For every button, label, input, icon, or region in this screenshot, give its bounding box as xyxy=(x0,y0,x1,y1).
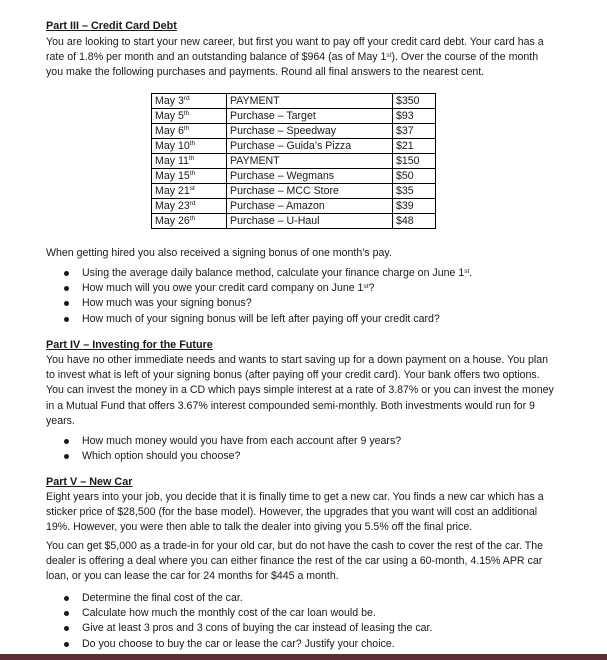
part5-heading: Part V – New Car xyxy=(46,476,133,488)
transaction-description: Purchase – MCC Store xyxy=(227,184,393,199)
transaction-date: May 26th xyxy=(152,214,227,229)
transaction-amount: $50 xyxy=(393,169,436,184)
transaction-date: May 15th xyxy=(152,169,227,184)
list-item: Which option should you choose? xyxy=(60,449,401,464)
page-bottom-border xyxy=(0,654,607,660)
part5-questions xyxy=(60,591,432,652)
transaction-description: Purchase – Speedway xyxy=(227,124,393,139)
transaction-amount: $39 xyxy=(393,199,436,214)
part4-heading: Part IV – Investing for the Future xyxy=(46,339,213,351)
bullet-icon xyxy=(64,642,69,647)
transaction-date: May 21st xyxy=(152,184,227,199)
transaction-description: PAYMENT xyxy=(227,154,393,169)
table-row xyxy=(152,109,436,124)
transaction-description: Purchase – Amazon xyxy=(227,199,393,214)
list-item: Using the average daily balance method, calculate your finance charge on June 1st. xyxy=(60,266,472,281)
transaction-description: Purchase – Guida’s Pizza xyxy=(227,139,393,154)
bullet-icon xyxy=(64,439,69,444)
list-item: Calculate how much the monthly cost of the car loan would be. xyxy=(60,606,432,621)
transaction-amount: $93 xyxy=(393,109,436,124)
table-row xyxy=(152,124,436,139)
part3-questions xyxy=(60,266,472,327)
table-row xyxy=(152,199,436,214)
list-item: How much of your signing bonus will be left after paying off your credit card? xyxy=(60,312,472,327)
transaction-amount: $350 xyxy=(393,94,436,109)
list-item: Give at least 3 pros and 3 cons of buying the car instead of leasing the car. xyxy=(60,621,432,636)
part3-heading: Part III – Credit Card Debt xyxy=(46,20,177,32)
transaction-date: May 3rd xyxy=(152,94,227,109)
bullet-icon xyxy=(64,301,69,306)
transactions-table xyxy=(151,93,436,229)
transaction-date: May 5th xyxy=(152,109,227,124)
transaction-amount: $37 xyxy=(393,124,436,139)
list-item: Determine the final cost of the car. xyxy=(60,591,432,606)
transaction-description: Purchase – Target xyxy=(227,109,393,124)
transaction-amount: $48 xyxy=(393,214,436,229)
transaction-date: May 10th xyxy=(152,139,227,154)
bonus-text: When getting hired you also received a signing bonus of one month’s pay. xyxy=(46,247,392,259)
part5-intro2: You can get $5,000 as a trade-in for your old car, but do not have the cash to cover the rest of the car. The dealer is offering a deal where you can either finance the rest of the car using a 60-month, 4.15% APR car loan, or you can lease the car for 24 months for $445 a month. xyxy=(46,540,544,583)
bullet-icon xyxy=(64,611,69,616)
transaction-description: PAYMENT xyxy=(227,94,393,109)
list-item: How much money would you have from each account after 9 years? xyxy=(60,434,401,449)
part4-intro: You have no other immediate needs and wants to start saving up for a down payment on a house. You plan to invest what is left of your signing bonus (after paying off your credit card). Your bank offers two options. You can invest the money in a CD which pays simple interest at a rate of 3.87% or you can invest the money in a Mutual Fund that offers 3.67% interest compounded semi-monthly. Both investments would run for 9 years. xyxy=(46,354,554,427)
list-item: Do you choose to buy the car or lease the car? Justify your choice. xyxy=(60,637,432,652)
transaction-description: Purchase – U-Haul xyxy=(227,214,393,229)
transaction-description: Purchase – Wegmans xyxy=(227,169,393,184)
list-item: How much was your signing bonus? xyxy=(60,296,472,311)
table-row xyxy=(152,139,436,154)
table-row xyxy=(152,169,436,184)
bullet-icon xyxy=(64,286,69,291)
table-row xyxy=(152,184,436,199)
table-row xyxy=(152,214,436,229)
table-row xyxy=(152,154,436,169)
list-item: How much will you owe your credit card company on June 1st? xyxy=(60,281,472,296)
transaction-date: May 6th xyxy=(152,124,227,139)
transaction-amount: $150 xyxy=(393,154,436,169)
bullet-icon xyxy=(64,596,69,601)
part4-questions xyxy=(60,434,401,464)
part5-intro: Eight years into your job, you decide that it is finally time to get a new car. You finds a new car which has a sticker price of $28,500 (for the base model). However, the upgrades that you want will cost an additional 19%. However, you were then able to talk the dealer into giving you 5.5% off the final price. xyxy=(46,491,544,534)
bullet-icon xyxy=(64,626,69,631)
transaction-date: May 23rd xyxy=(152,199,227,214)
part3-intro: You are looking to start your new career, but first you want to pay off your credit card debt. Your card has a rate of 1.8% per month and an outstanding balance of $964 (as of May 1st). Over the course of the month you make the following purchases and payments. Round all final answers to the nearest cent. xyxy=(46,36,544,79)
bullet-icon xyxy=(64,271,69,276)
transaction-amount: $21 xyxy=(393,139,436,154)
table-row xyxy=(152,94,436,109)
bullet-icon xyxy=(64,317,69,322)
transaction-amount: $35 xyxy=(393,184,436,199)
transaction-date: May 11th xyxy=(152,154,227,169)
bullet-icon xyxy=(64,454,69,459)
